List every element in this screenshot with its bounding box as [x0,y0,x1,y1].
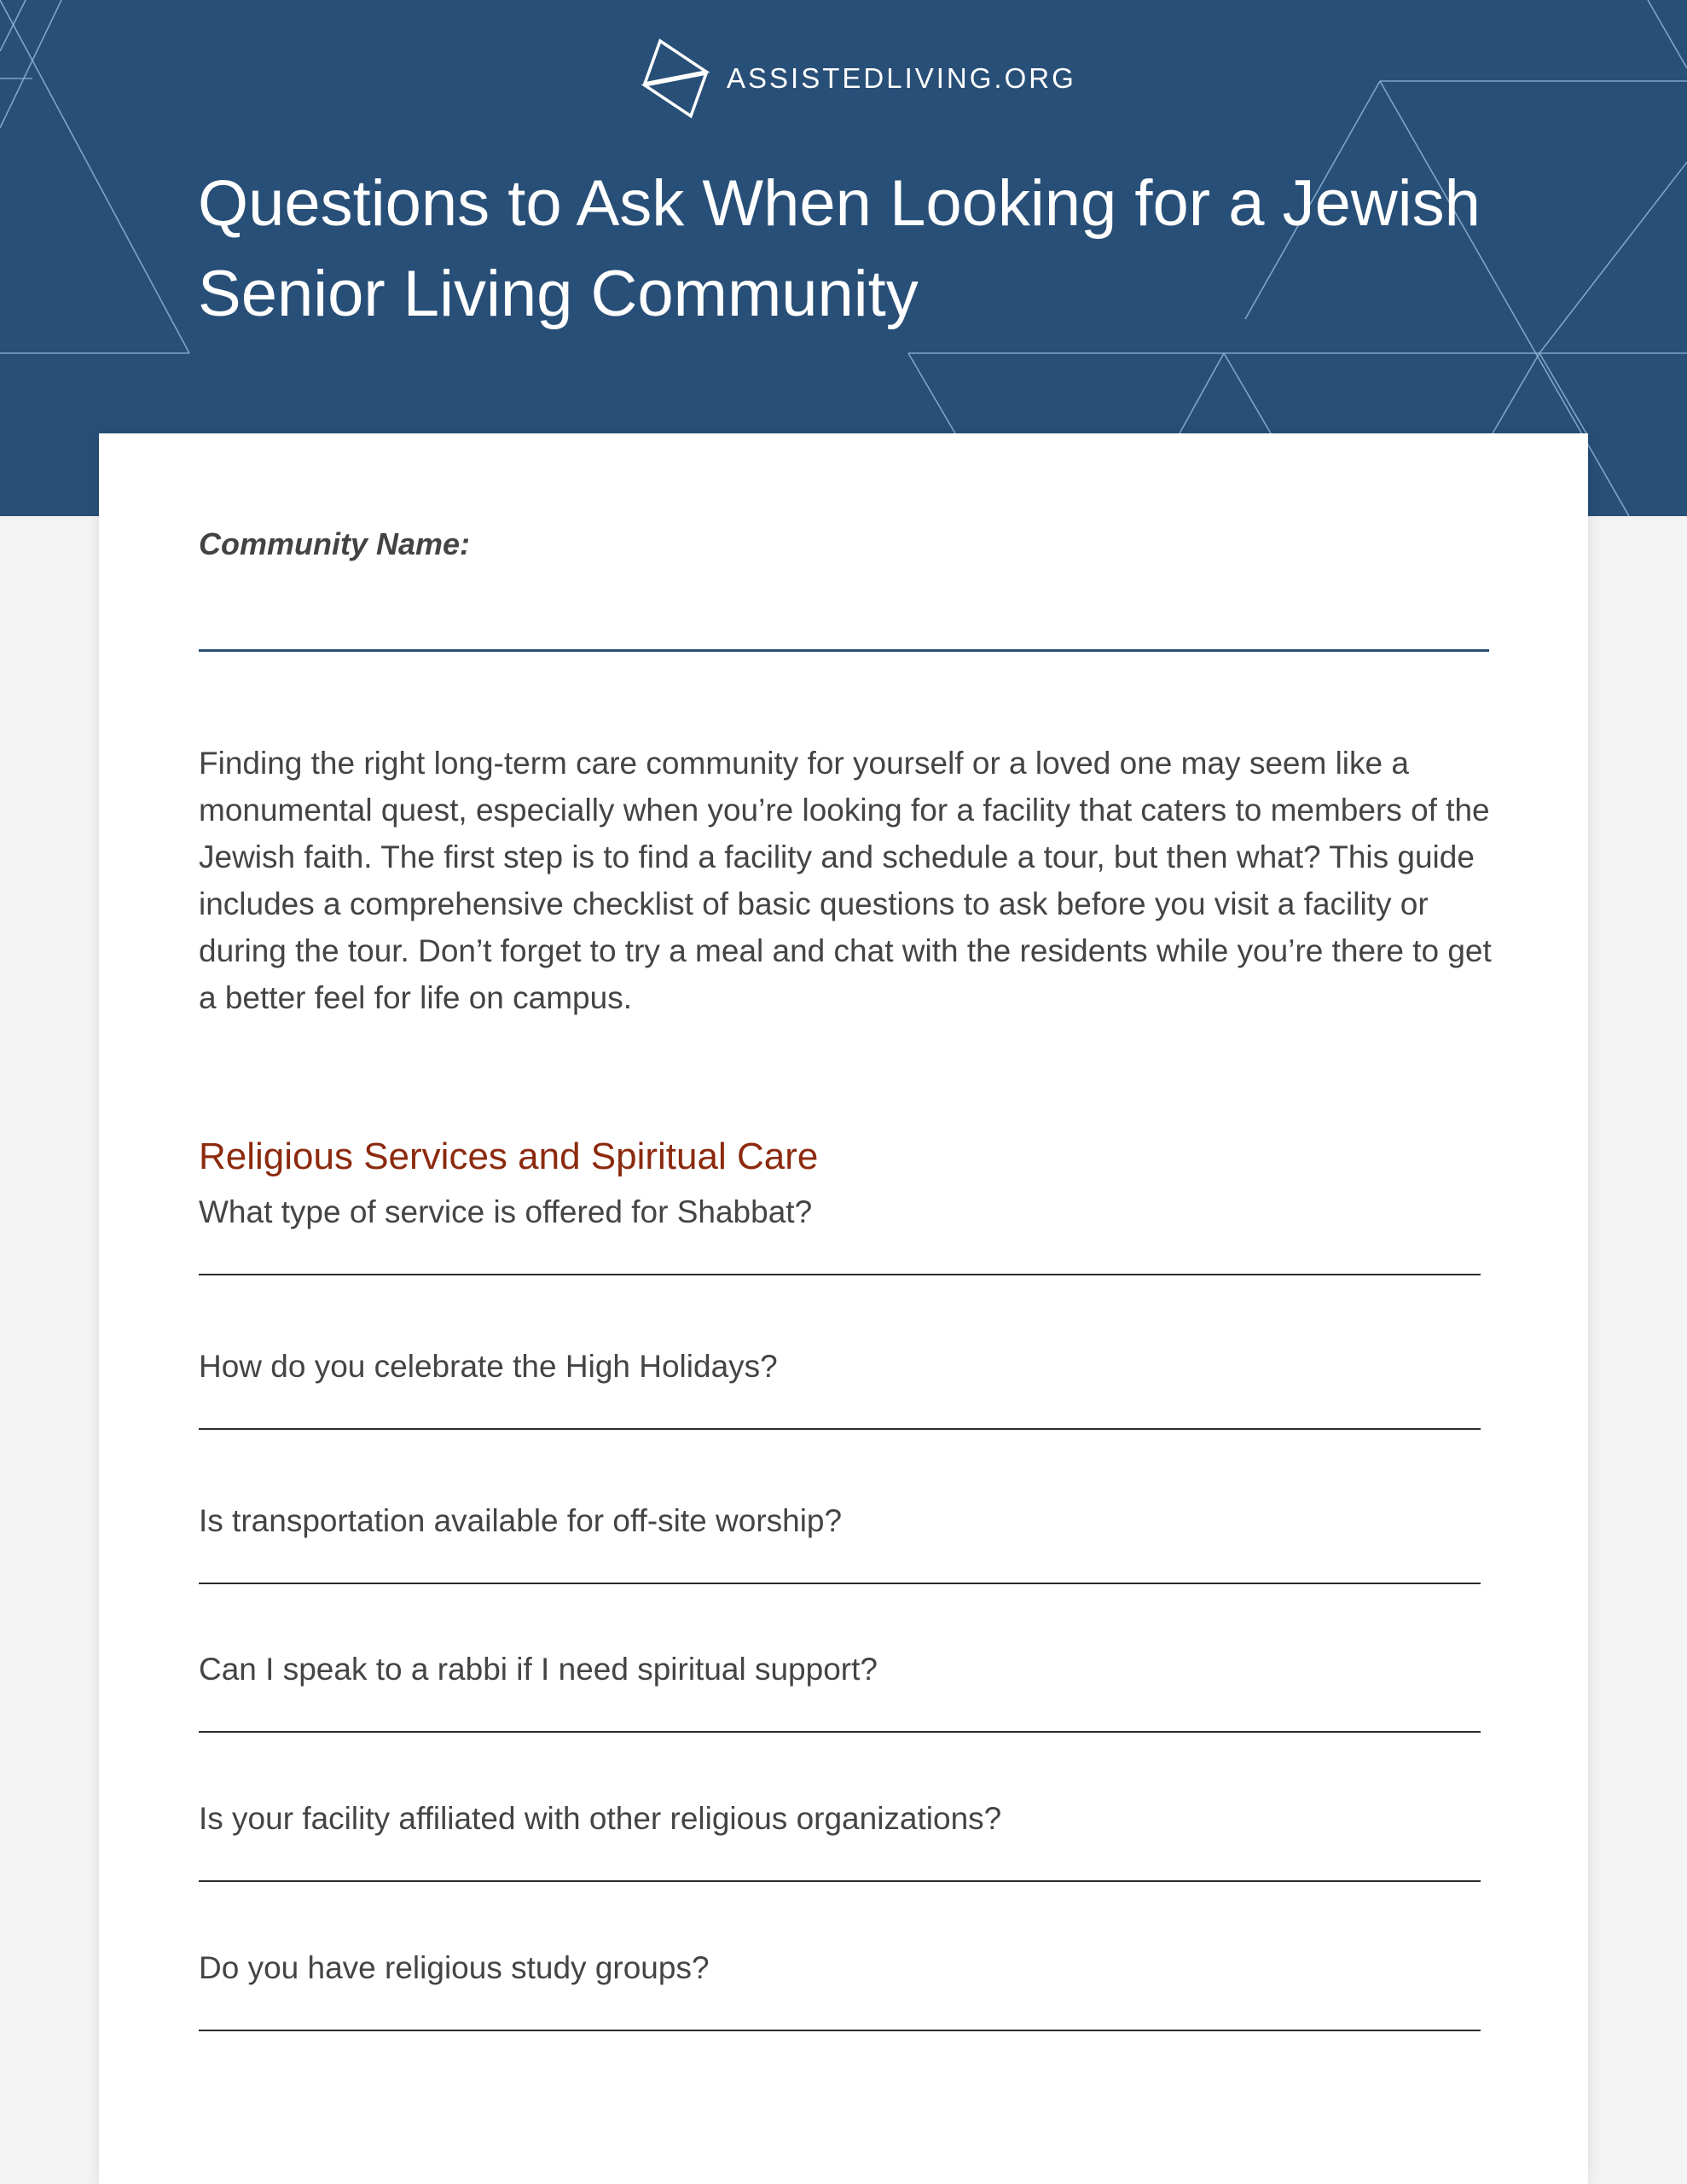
community-name-field[interactable] [199,649,1489,652]
community-name-label: Community Name: [199,526,471,561]
question-item [199,1345,1481,1430]
question-item [199,1797,1481,1882]
page-title: Questions to Ask When Looking for a Jewish Senior Living Community [198,167,1481,330]
answer-line[interactable] [199,1428,1481,1430]
answer-line[interactable] [199,2030,1481,2031]
brand-name: ASSISTEDLIVING.ORG [727,61,1076,94]
question-item [199,1647,1481,1733]
section-heading: Religious Services and Spiritual Care [199,1136,819,1177]
brand [641,38,1076,119]
answer-line[interactable] [199,1583,1481,1584]
answer-line[interactable] [199,1731,1481,1733]
question-text: How do you celebrate the High Holidays? [199,1349,778,1384]
question-item [199,1946,1481,2031]
question-text: Can I speak to a rabbi if I need spiritual support? [199,1652,878,1687]
question-text: Is your facility affiliated with other religious organizations? [199,1801,1002,1836]
answer-line[interactable] [199,1880,1481,1882]
question-item [199,1190,1481,1275]
question-text: Is transportation available for off-site worship? [199,1503,843,1538]
question-text: What type of service is offered for Shabbat? [199,1194,813,1229]
star-of-david-logo-icon [641,38,710,119]
worksheet-card [99,433,1588,2184]
intro-paragraph: Finding the right long-term care community for yourself or a loved one may seem like a monumental quest, especially when you’re looking for a facility that caters to members of the Jewish faith. The first step is to find a facility and schedule a tour, but then what? This guide includes a comprehensive checklist of basic questions to ask before you visit a facility or during the tour. Don’t forget to try a meal and chat with the residents while you’re there to get a better feel for life on campus. [199,746,1492,1015]
answer-line[interactable] [199,1274,1481,1275]
question-item [199,1499,1481,1584]
question-text: Do you have religious study groups? [199,1950,710,1985]
